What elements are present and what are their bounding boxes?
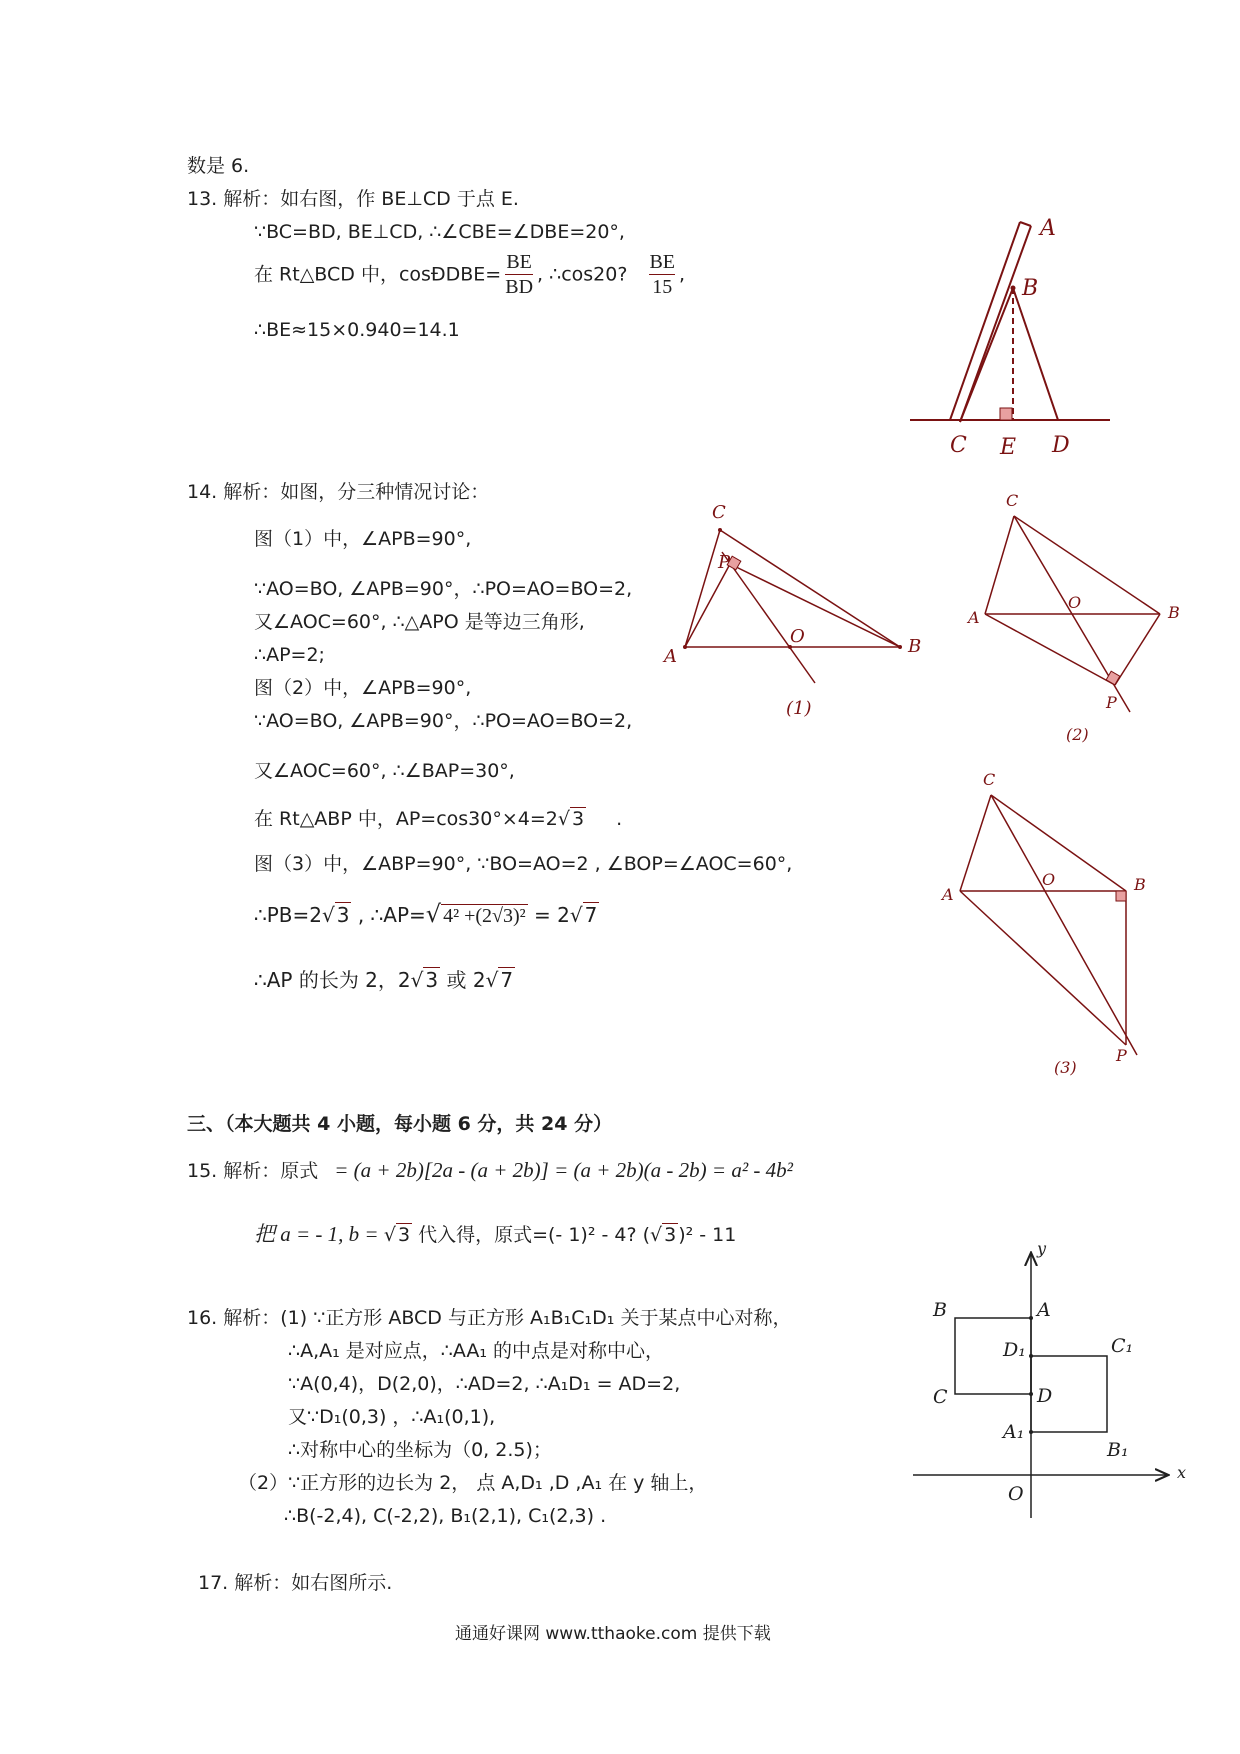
numerator: BE xyxy=(506,251,532,273)
radical-sign: √ xyxy=(322,903,335,927)
radicand: 3 xyxy=(425,968,439,992)
text-part: ∴AP 的长为 2，2 xyxy=(254,968,411,992)
segment-BD xyxy=(1013,288,1058,420)
text-line: ∴B(-2,4), C(-2,2), B₁(2,1), C₁(2,3) . xyxy=(284,1505,607,1527)
radicand: 3 xyxy=(397,1224,411,1246)
point-B xyxy=(898,645,902,649)
radical-sign: √ xyxy=(485,968,499,992)
segment-CA xyxy=(685,530,720,647)
point-D xyxy=(1029,1392,1033,1396)
point-A xyxy=(683,645,687,649)
text-part: , ∴AP= xyxy=(351,903,426,927)
text-line xyxy=(254,250,685,299)
text-line: 图（3）中，∠ABP=90°, ∵BO=AO=2 , ∠BOP=∠AOC=60°, xyxy=(254,853,793,875)
label-B: B xyxy=(933,1299,947,1321)
label-E: E xyxy=(1000,435,1017,460)
text-part: 或 2 xyxy=(440,968,486,992)
caption: (3) xyxy=(1054,1058,1077,1077)
point-D1 xyxy=(1029,1354,1033,1358)
point-A1 xyxy=(1029,1430,1033,1434)
text-part: , xyxy=(679,263,686,286)
label-D: D xyxy=(1037,1385,1053,1407)
label-y: y xyxy=(1037,1239,1047,1258)
text-line xyxy=(254,1222,736,1247)
text-line: 图（1）中，∠APB=90°, xyxy=(254,528,472,550)
text-part: , ∴cos20? xyxy=(537,263,628,286)
label-O: O xyxy=(790,626,805,647)
label-x: x xyxy=(1177,1463,1187,1482)
segment-AP xyxy=(685,564,730,647)
section-heading: 三、（本大题共 4 小题，每小题 6 分，共 24 分） xyxy=(187,1113,613,1135)
segment-CA xyxy=(960,795,991,891)
footer: 通通好课网 www.tthaoke.com 提供下载 xyxy=(455,1624,771,1644)
segment-AP xyxy=(960,891,1126,1045)
text-line xyxy=(254,807,622,831)
text-line: ∴对称中心的坐标为（0, 2.5)； xyxy=(288,1439,552,1461)
text-part: . xyxy=(616,808,623,830)
text-line xyxy=(254,902,599,928)
text-part: )² - 11 xyxy=(678,1224,737,1246)
denominator: BD xyxy=(505,276,534,298)
q15-line xyxy=(187,1158,793,1183)
point-B xyxy=(1011,286,1016,291)
figure-14-3 xyxy=(930,765,1170,1085)
text-line: 数是 6. xyxy=(187,155,250,177)
text-line: 又∵D₁(0,3) ，∴A₁(0,1), xyxy=(288,1406,496,1428)
label-C: C xyxy=(712,502,726,523)
text-part: 在 Rt△BCD 中，cosÐDBE= xyxy=(254,263,502,286)
text-line: ∴BE≈15×0.940=14.1 xyxy=(254,319,460,341)
text-line: ∴A,A₁ 是对应点，∴AA₁ 的中点是对称中心， xyxy=(288,1340,665,1362)
label-P: P xyxy=(718,552,731,573)
ladder-rail xyxy=(950,222,1020,420)
radicand: 3 xyxy=(664,1224,677,1246)
text-line: ∵A(0,4)，D(2,0)，∴AD=2, ∴A₁D₁ = AD=2, xyxy=(288,1373,681,1395)
text-part: 把 a = - 1, b = xyxy=(254,1222,384,1246)
label-A: A xyxy=(1037,1299,1051,1321)
figure-14-2 xyxy=(950,488,1190,748)
ladder-top xyxy=(1020,222,1031,226)
label-O: O xyxy=(1068,593,1082,612)
label-P: P xyxy=(1116,1046,1127,1065)
figure-14-1 xyxy=(650,500,940,730)
text-line: ∴AP=2; xyxy=(254,644,325,666)
q14-heading: 14. 解析：如图，分三种情况讨论： xyxy=(187,481,490,503)
segment-BC xyxy=(960,288,1013,422)
label-O: O xyxy=(1042,870,1056,889)
numerator: BE xyxy=(649,251,675,273)
radical-sign: √ xyxy=(410,968,424,992)
radicand: 7 xyxy=(584,903,598,927)
q17-heading: 17. 解析：如右图所示. xyxy=(198,1572,393,1594)
radical-sign: √ xyxy=(557,808,570,830)
radical-sign: √ xyxy=(425,900,442,928)
caption: (1) xyxy=(786,698,812,719)
radicand: 3 xyxy=(336,903,350,927)
segment-AP xyxy=(985,614,1115,685)
fraction xyxy=(649,250,675,299)
text-line: ∵BC=BD, BE⊥CD, ∴∠CBE=∠DBE=20°, xyxy=(254,221,625,243)
text-part: 15. 解析：原式 xyxy=(187,1160,319,1182)
right-angle-mark xyxy=(1000,408,1012,420)
label-B: B xyxy=(908,636,922,657)
text-line: 又∠AOC=60°, ∴△APO 是等边三角形, xyxy=(254,611,585,633)
label-A: A xyxy=(968,608,980,627)
label-A: A xyxy=(942,885,954,904)
denominator: 15 xyxy=(652,276,673,298)
label-D1: D₁ xyxy=(1003,1339,1026,1361)
figure-13 xyxy=(900,210,1130,470)
label-C: C xyxy=(933,1386,948,1408)
text-line: ∵AO=BO, ∠APB=90°，∴PO=AO=BO=2, xyxy=(254,578,633,600)
segment-CB xyxy=(1014,516,1160,614)
label-A: A xyxy=(664,646,677,667)
label-D: D xyxy=(1052,433,1070,458)
radical-sign: √ xyxy=(650,1224,663,1246)
figure-16 xyxy=(905,1238,1205,1528)
right-angle-mark xyxy=(1116,891,1126,901)
radicand: 4² +(2√3)² xyxy=(443,905,526,927)
radicand: 7 xyxy=(500,968,514,992)
label-O: O xyxy=(1008,1483,1024,1505)
segment-CB xyxy=(991,795,1126,891)
text-part: 代入得，原式=(- 1)² - 4? ( xyxy=(412,1224,650,1246)
label-C1: C₁ xyxy=(1111,1335,1134,1357)
line-CP xyxy=(991,795,1137,1055)
text-part: = 2 xyxy=(527,903,570,927)
segment-PB xyxy=(730,564,900,647)
text-part: 在 Rt△ABP 中，AP=cos30°×4=2 xyxy=(254,808,558,830)
q16-heading: 16. 解析：(1) ∵正方形 ABCD 与正方形 A₁B₁C₁D₁ 关于某点中心对称， xyxy=(187,1307,792,1329)
label-C: C xyxy=(950,433,967,458)
label-P: P xyxy=(1106,693,1117,712)
line-OP xyxy=(722,552,815,683)
right-angle-mark xyxy=(1106,671,1120,685)
label-A1: A₁ xyxy=(1003,1421,1025,1443)
label-A: A xyxy=(1040,216,1056,241)
text-part: ∴PB=2 xyxy=(254,903,322,927)
fraction xyxy=(505,250,533,299)
label-B: B xyxy=(1022,276,1039,301)
segment-BP xyxy=(1115,614,1160,685)
label-B: B xyxy=(1134,875,1146,894)
formula: = (a + 2b)[2a - (a + 2b)] = (a + 2b)(a - 2b) = a² - 4b² xyxy=(334,1158,793,1182)
text-line xyxy=(254,968,515,992)
radical-sign: √ xyxy=(569,903,583,927)
text-line: ∵AO=BO, ∠APB=90°，∴PO=AO=BO=2, xyxy=(254,710,633,732)
caption: (2) xyxy=(1066,725,1089,744)
segment-CA xyxy=(985,516,1014,614)
radicand: 3 xyxy=(571,808,585,830)
q13-heading: 13. 解析：如右图，作 BE⊥CD 于点 E. xyxy=(187,188,519,210)
point-C xyxy=(718,528,722,532)
label-C: C xyxy=(1006,491,1019,510)
radical-sign: √ xyxy=(383,1224,396,1246)
label-B: B xyxy=(1168,603,1180,622)
text-line: 又∠AOC=60°, ∴∠BAP=30°, xyxy=(254,760,515,782)
text-line: （2）∵正方形的边长为 2， 点 A,D₁ ,D ,A₁ 在 y 轴上， xyxy=(238,1472,708,1494)
point-A xyxy=(1029,1316,1033,1320)
label-B1: B₁ xyxy=(1107,1439,1129,1461)
label-C: C xyxy=(983,770,996,789)
text-line: 图（2）中，∠APB=90°, xyxy=(254,677,472,699)
